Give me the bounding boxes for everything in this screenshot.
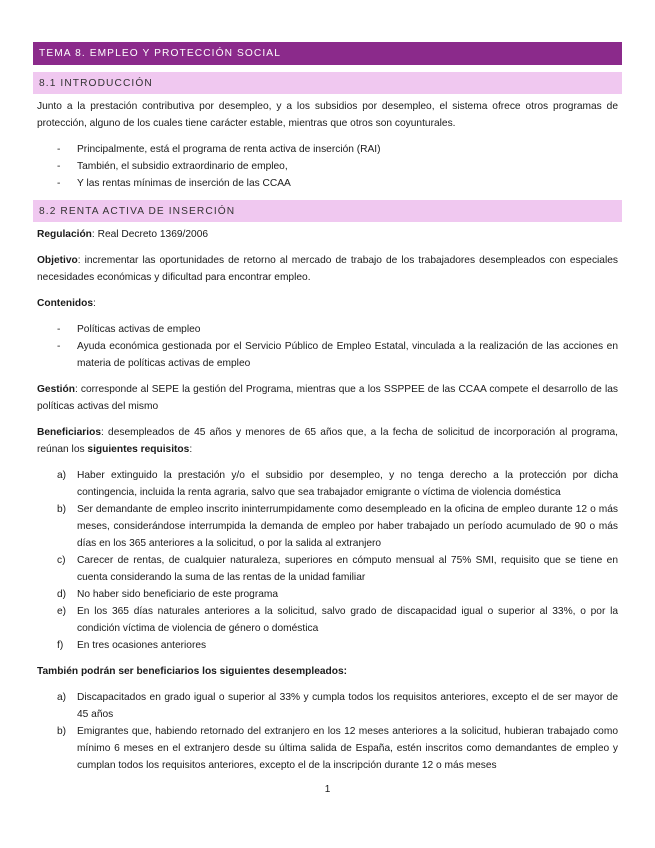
beneficiaries-label: Beneficiarios xyxy=(37,427,101,438)
regulation-paragraph xyxy=(33,226,622,243)
chapter-title xyxy=(33,42,622,65)
objective-text: : incrementar las oportunidades de retorno al mercado de trabajo de los trabajadores desempleados con especiales necesidades económicas y dificultad para encontrar empleo. xyxy=(37,255,618,283)
list-item: b) Ser demandante de empleo inscrito ininterrumpidamente como desempleado en la oficina de empleo durante 12 o más meses, considerándose interrumpida la demanda de empleo por haber trabajado un período acumulado de 90 o más días en los 365 anteriores a la solicitud, o por la salida al extranjero xyxy=(57,504,618,549)
list-item: b) Emigrantes que, habiendo retornado del extranjero en los 12 meses anteriores a la solicitud, hubieran trabajado como mínimo 6 meses en el extranjero desde su última salida de España, estén inscritos como demandantes de empleo y cumplan todos los requisitos anteriores, excepto el de la inscripción durante 12 o más meses xyxy=(57,726,618,771)
also-heading: También podrán ser beneficiarios los siguientes desempleados: xyxy=(37,666,348,677)
regulation-label: Regulación xyxy=(37,229,92,240)
contents-colon: : xyxy=(93,298,96,309)
contents-list xyxy=(33,321,622,372)
management-label: Gestión xyxy=(37,384,75,395)
list-item: - También, el subsidio extraordinario de empleo, xyxy=(57,161,288,172)
requirements-list xyxy=(33,467,622,654)
beneficiaries-colon: : xyxy=(189,444,193,455)
intro-list xyxy=(33,141,622,192)
list-item: f) En tres ocasiones anteriores xyxy=(57,640,207,651)
objective-paragraph xyxy=(33,252,622,286)
regulation-text: : Real Decreto 1369/2006 xyxy=(91,229,209,240)
list-item: a) Discapacitados en grado igual o superior al 33% y cumpla todos los requisitos anteriores, excepto el de ser mayor de 45 años xyxy=(57,692,618,720)
contents-label: Contenidos xyxy=(37,298,94,309)
section-heading-intro-text: 8.1 INTRODUCCIÓN xyxy=(39,77,153,89)
management-text: : corresponde al SEPE la gestión del Programa, mientras que a los SSPPEE de las CCAA compete el desarrollo de las políticas activas del mismo xyxy=(37,384,618,412)
management-paragraph xyxy=(33,381,622,415)
list-item: a) Haber extinguido la prestación y/o el subsidio por desempleo, y no tenga derecho a la protección por dicha contingencia, incluida la renta agraria, salvo que sea trabajador emigrante o víctima de violencia doméstica xyxy=(57,470,618,498)
list-item: - Principalmente, está el programa de renta activa de inserción (RAI) xyxy=(57,144,381,155)
section-heading-rai-text: 8.2 RENTA ACTIVA DE INSERCIÓN xyxy=(39,205,236,217)
list-item: - Políticas activas de empleo xyxy=(57,324,201,335)
section-heading-intro xyxy=(33,72,622,94)
document-page xyxy=(33,42,622,774)
chapter-title-text: TEMA 8. EMPLEO Y PROTECCIÓN SOCIAL xyxy=(39,48,281,59)
page-number: 1 xyxy=(324,784,331,795)
list-item: e) En los 365 días naturales anteriores a la solicitud, salvo grado de discapacidad igual o superior al 33%, o por la condición víctima de violencia de género o doméstica xyxy=(57,606,618,634)
list-item: - Y las rentas mínimas de inserción de las CCAA xyxy=(57,178,291,189)
also-list xyxy=(33,689,622,774)
list-item: c) Carecer de rentas, de cualquier naturaleza, superiores en cómputo mensual al 75% SMI, requisito que se tiene en cuenta considerando la suma de las rentas de la unidad familiar xyxy=(57,555,618,583)
beneficiaries-paragraph xyxy=(33,424,622,458)
beneficiaries-text: : desempleados de 45 años y menores de 65 años que, a la fecha de solicitud de incorporación al programa, reúnan los xyxy=(37,427,618,455)
beneficiaries-bold-end: siguientes requisitos xyxy=(87,444,190,455)
objective-label: Objetivo xyxy=(37,255,78,266)
section-heading-rai xyxy=(33,200,622,222)
contents-paragraph xyxy=(33,295,622,312)
intro-paragraph: Junto a la prestación contributiva por desempleo, y a los subsidios por desempleo, el sistema ofrece otros programas de protección, alguno de los cuales tiene carácter estable, mientras que otros son coyunturales. xyxy=(37,101,618,129)
list-item: - Ayuda económica gestionada por el Servicio Público de Empleo Estatal, vinculada a la realización de las acciones en materia de políticas activas de empleo xyxy=(57,341,618,369)
list-item: d) No haber sido beneficiario de este programa xyxy=(57,589,279,600)
